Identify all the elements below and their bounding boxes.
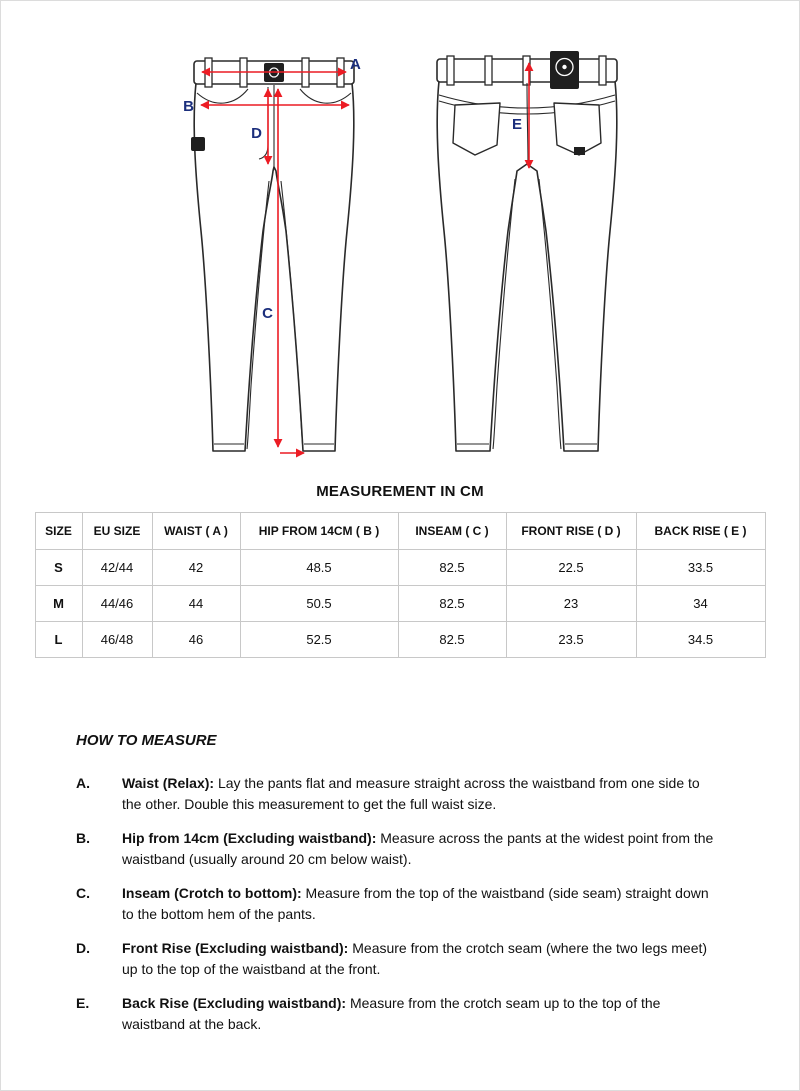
instruction-term: Waist (Relax):: [122, 775, 215, 791]
cell-front-rise: 23: [506, 586, 636, 622]
cell-inseam: 82.5: [398, 586, 506, 622]
header-inseam: INSEAM ( C ): [398, 513, 506, 550]
instruction-term: Hip from 14cm (Excluding waistband):: [122, 830, 377, 846]
table-row-m: [35, 586, 765, 622]
header-front-rise: FRONT RISE ( D ): [506, 513, 636, 550]
how-to-measure-section: [76, 732, 731, 1035]
cell-eu-size: 46/48: [82, 622, 152, 658]
instruction-front-rise: [76, 938, 731, 980]
table-row-l: [35, 622, 765, 658]
instruction-body: Measure across the pants at the widest point from the waistband (usually around 20 cm below waist).: [122, 830, 714, 867]
instruction-body: Lay the pants flat and measure straight across the waistband from one side to the other. Double this measurement to get the full waist size.: [122, 775, 700, 812]
cell-waist: 42: [152, 550, 240, 586]
instruction-text: [122, 773, 718, 815]
front-pants-drawing: [191, 58, 354, 451]
instruction-body: Measure from the top of the waistband (side seam) straight down to the bottom hem of the pants.: [122, 885, 709, 922]
instruction-inseam: [76, 883, 731, 925]
instruction-text: [122, 883, 718, 925]
table-row-s: [35, 550, 765, 586]
belt-loop: [447, 56, 454, 85]
pants-measurement-diagram: [1, 1, 800, 481]
instruction-text: [122, 993, 718, 1035]
header-back-rise: BACK RISE ( E ): [636, 513, 765, 550]
instruction-letter: E.: [76, 995, 90, 1011]
measurement-table: [35, 512, 766, 658]
instruction-text: [122, 828, 718, 870]
instruction-back-rise: [76, 993, 731, 1035]
instruction-body: Measure from the crotch seam (where the two legs meet) up to the top of the waistband at the front.: [122, 940, 708, 977]
cell-inseam: 82.5: [398, 550, 506, 586]
cell-size: L: [35, 622, 82, 658]
cell-waist: 44: [152, 586, 240, 622]
cell-waist: 46: [152, 622, 240, 658]
instruction-body: Measure from the crotch seam up to the top of the waistband at the back.: [122, 995, 661, 1032]
label-b: B: [183, 98, 194, 115]
back-pants-drawing: [437, 51, 617, 451]
cell-size: S: [35, 550, 82, 586]
instruction-term: Inseam (Crotch to bottom):: [122, 885, 302, 901]
label-a: A: [350, 56, 361, 73]
header-eu-size: EU SIZE: [82, 513, 152, 550]
cell-back-rise: 33.5: [636, 550, 765, 586]
instruction-term: Back Rise (Excluding waistband):: [122, 995, 347, 1011]
back-pocket-left: [453, 103, 500, 155]
belt-loop: [485, 56, 492, 85]
header-hip: HIP FROM 14CM ( B ): [240, 513, 398, 550]
cell-front-rise: 22.5: [506, 550, 636, 586]
instruction-letter: A.: [76, 775, 90, 791]
cell-inseam: 82.5: [398, 622, 506, 658]
instruction-letter: B.: [76, 830, 90, 846]
instruction-term: Front Rise (Excluding waistband):: [122, 940, 349, 956]
back-brand-patch: [550, 51, 579, 89]
pocket-tag: [574, 147, 585, 155]
header-waist: WAIST ( A ): [152, 513, 240, 550]
table-header-row: [35, 513, 765, 550]
label-c: C: [262, 305, 273, 322]
header-size: SIZE: [35, 513, 82, 550]
instruction-letter: C.: [76, 885, 90, 901]
cell-hip: 50.5: [240, 586, 398, 622]
cell-front-rise: 23.5: [506, 622, 636, 658]
front-brand-tag: [191, 137, 205, 151]
cell-eu-size: 44/46: [82, 586, 152, 622]
instruction-text: [122, 938, 718, 980]
cell-back-rise: 34.5: [636, 622, 765, 658]
how-to-measure-title: HOW TO MEASURE: [76, 732, 217, 749]
belt-loop: [599, 56, 606, 85]
instruction-waist: [76, 773, 731, 815]
cell-eu-size: 42/44: [82, 550, 152, 586]
label-d: D: [251, 125, 262, 142]
instruction-letter: D.: [76, 940, 90, 956]
cell-size: M: [35, 586, 82, 622]
cell-hip: 48.5: [240, 550, 398, 586]
instruction-hip: [76, 828, 731, 870]
cell-back-rise: 34: [636, 586, 765, 622]
label-e: E: [511, 116, 522, 133]
table-title: MEASUREMENT IN CM: [316, 483, 484, 500]
cell-hip: 52.5: [240, 622, 398, 658]
